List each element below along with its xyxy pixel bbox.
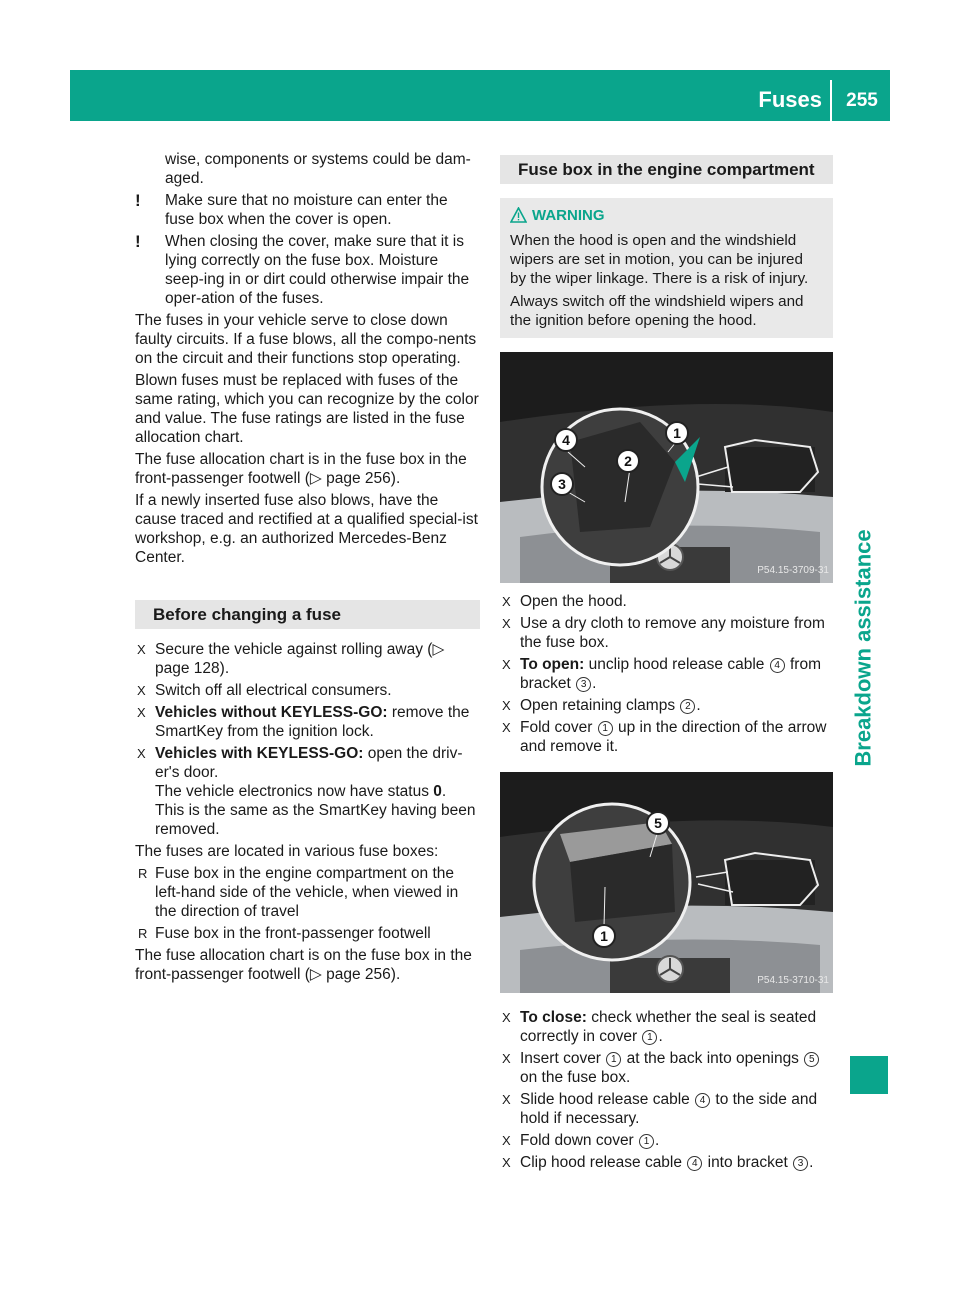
- page-link[interactable]: page 128: [155, 660, 220, 677]
- page-title: Fuses: [758, 87, 822, 112]
- step-arrow-icon: X: [502, 720, 511, 735]
- left-column: [135, 150, 480, 984]
- step-arrow-icon: X: [502, 1010, 511, 1025]
- text: This is the same as the SmartKey having been removed.: [155, 802, 476, 838]
- step-arrow-icon: X: [502, 1133, 511, 1148]
- step-item: [500, 696, 833, 715]
- page-ref-icon: ▷: [432, 641, 445, 658]
- side-tab-marker: [850, 1056, 888, 1094]
- bullet-item: [135, 924, 480, 943]
- text: Use a dry cloth to remove any moisture from the fuse box.: [520, 615, 825, 651]
- step-item: [500, 592, 833, 611]
- text: Fuse box in the engine compartment on the left-hand side of the vehicle, when viewed in the direction of travel: [155, 865, 459, 920]
- note-text: Make sure that no moisture can enter the fuse box when the cover is open.: [165, 192, 448, 228]
- text: .: [655, 1132, 660, 1149]
- callout-ref: 5: [804, 1052, 819, 1067]
- text: open the driv-er's door.: [155, 745, 463, 781]
- step-item: [500, 1049, 833, 1087]
- step-arrow-icon: X: [502, 1155, 511, 1170]
- callout-4: 4: [562, 432, 570, 448]
- warning-box: [500, 198, 833, 338]
- text: up in the direction of the arrow and remove it.: [520, 719, 827, 755]
- text: Open the hood.: [520, 593, 627, 610]
- step-label: To open:: [520, 656, 585, 673]
- callout-5: 5: [654, 815, 662, 831]
- engine-compartment-image: [500, 352, 833, 583]
- callout-ref: 1: [639, 1134, 654, 1149]
- text: at the back into openings: [622, 1050, 804, 1067]
- exclamation-icon: !: [135, 232, 141, 251]
- warning-text: When the hood is open and the windshield wipers are set in motion, you can be injured by the wiper linkage. There is a risk of injury.: [510, 232, 809, 287]
- step-item: [500, 655, 833, 693]
- exclamation-icon: !: [135, 191, 141, 210]
- note-text: When closing the cover, make sure that it is lying correctly on the fuse box. Moisture seep-ing in or dirt could otherwise impair the oper-ation of the fuses.: [165, 233, 470, 307]
- step-item: [135, 681, 480, 700]
- header-divider: [830, 80, 832, 121]
- photo-code: P54.15-3710-31: [757, 975, 829, 986]
- paragraph: Blown fuses must be replaced with fuses of the same rating, which you can recognize by the color and value. The fuse ratings are listed in the fuse allocation chart.: [135, 372, 479, 446]
- text: unclip hood release cable: [584, 656, 769, 673]
- text: The fuse allocation chart is on the fuse box in the front-passenger footwell (: [135, 947, 472, 983]
- step-item: [135, 703, 480, 741]
- step-arrow-icon: X: [502, 1051, 511, 1066]
- paragraph: [135, 946, 480, 984]
- text: Open retaining clamps: [520, 697, 680, 714]
- text: from bracket: [520, 656, 821, 692]
- callout-ref: 3: [793, 1156, 808, 1171]
- engine-photo-open: [500, 352, 833, 583]
- callout-ref: 1: [606, 1052, 621, 1067]
- step-label: Vehicles with KEYLESS-GO:: [155, 745, 364, 762]
- bullet-item: [135, 864, 480, 921]
- page-ref-icon: ▷: [309, 966, 322, 983]
- callout-3: 3: [558, 476, 566, 492]
- page-link[interactable]: page 256: [326, 966, 391, 983]
- callout-ref: 1: [642, 1030, 657, 1045]
- callout-ref: 4: [687, 1156, 702, 1171]
- fuse-box-cover-image: [500, 772, 833, 993]
- step-arrow-icon: X: [502, 698, 511, 713]
- text: ).: [219, 660, 230, 677]
- paragraph: [135, 450, 480, 488]
- step-item: [500, 1131, 833, 1150]
- step-item: [500, 1090, 833, 1128]
- step-arrow-icon: X: [502, 594, 511, 609]
- text: Fold cover: [520, 719, 597, 736]
- step-item: [500, 614, 833, 652]
- text: check whether the seal is seated correctly in cover: [520, 1009, 817, 1045]
- callout-ref: 2: [680, 699, 695, 714]
- step-arrow-icon: X: [137, 746, 146, 761]
- warning-title: [510, 206, 823, 225]
- intro-continuation: wise, components or systems could be dam-aged.: [165, 151, 471, 187]
- step-item: [135, 744, 480, 839]
- callout-1: 1: [673, 425, 681, 441]
- page-number: 255: [846, 90, 878, 111]
- text: .: [658, 1028, 663, 1045]
- right-column: [500, 150, 833, 1172]
- paragraph: The fuses are located in various fuse boxes:: [135, 843, 439, 860]
- text: The vehicle electronics now have status: [155, 783, 434, 800]
- text: Fold down cover: [520, 1132, 639, 1149]
- text: into bracket: [703, 1154, 793, 1171]
- text: Switch off all electrical consumers.: [155, 682, 392, 699]
- status-value: 0: [433, 783, 442, 800]
- engine-photo-cover: [500, 772, 833, 993]
- step-label: To close:: [520, 1009, 587, 1026]
- text: on the fuse box.: [520, 1069, 631, 1086]
- callout-ref: 4: [770, 658, 785, 673]
- text: The fuse allocation chart is in the fuse box in the front-passenger footwell (: [135, 451, 467, 487]
- callout-2: 2: [624, 453, 632, 469]
- text: remove the SmartKey from the ignition lock.: [155, 704, 470, 740]
- text: Slide hood release cable: [520, 1091, 695, 1108]
- text: Insert cover: [520, 1050, 606, 1067]
- step-arrow-icon: X: [137, 642, 146, 657]
- step-arrow-icon: X: [502, 657, 511, 672]
- step-item: [500, 1153, 833, 1172]
- step-item: [500, 718, 833, 756]
- paragraph: If a newly inserted fuse also blows, have the cause traced and rectified at a qualified special-ist workshop, e.g. an authorized Mercedes-Benz Center.: [135, 492, 478, 566]
- callout-1: 1: [600, 928, 608, 944]
- bullet-icon: R: [138, 866, 148, 881]
- side-tab: [838, 529, 888, 767]
- page-ref-icon: ▷: [309, 470, 322, 487]
- text: ).: [390, 966, 401, 983]
- text: Clip hood release cable: [520, 1154, 687, 1171]
- text: .: [809, 1154, 814, 1171]
- callout-ref: 1: [598, 721, 613, 736]
- page-link[interactable]: page 256: [326, 470, 391, 487]
- step-arrow-icon: X: [137, 683, 146, 698]
- step-item: [500, 1008, 833, 1046]
- side-tab-label: Breakdown assistance: [850, 529, 876, 767]
- note-item: [135, 232, 480, 308]
- step-item: [135, 640, 480, 678]
- photo-code: P54.15-3709-31: [757, 565, 829, 576]
- callout-ref: 3: [576, 677, 591, 692]
- warning-text: Always switch off the windshield wipers and the ignition before opening the hood.: [510, 293, 804, 329]
- note-item: [135, 191, 480, 229]
- warning-title-text: WARNING: [532, 207, 605, 224]
- section-heading: Before changing a fuse: [135, 600, 480, 629]
- text: .: [592, 675, 597, 692]
- text: .: [696, 697, 701, 714]
- text: Secure the vehicle against rolling away (: [155, 641, 433, 658]
- text: ).: [390, 470, 401, 487]
- step-label: Vehicles without KEYLESS-GO:: [155, 704, 388, 721]
- step-arrow-icon: X: [137, 705, 146, 720]
- step-arrow-icon: X: [502, 1092, 511, 1107]
- paragraph: The fuses in your vehicle serve to close down faulty circuits. If a fuse blows, all the compo-nents on the circuit and their functions stop operating.: [135, 312, 477, 367]
- page-header: [70, 70, 890, 121]
- step-arrow-icon: X: [502, 616, 511, 631]
- callout-ref: 4: [695, 1093, 710, 1108]
- warning-triangle-icon: [510, 207, 527, 223]
- text: to the side and hold if necessary.: [520, 1091, 818, 1127]
- bullet-icon: R: [138, 926, 148, 941]
- text: Fuse box in the front-passenger footwell: [155, 925, 431, 942]
- text: .: [441, 783, 447, 800]
- section-heading: Fuse box in the engine compartment: [500, 155, 833, 184]
